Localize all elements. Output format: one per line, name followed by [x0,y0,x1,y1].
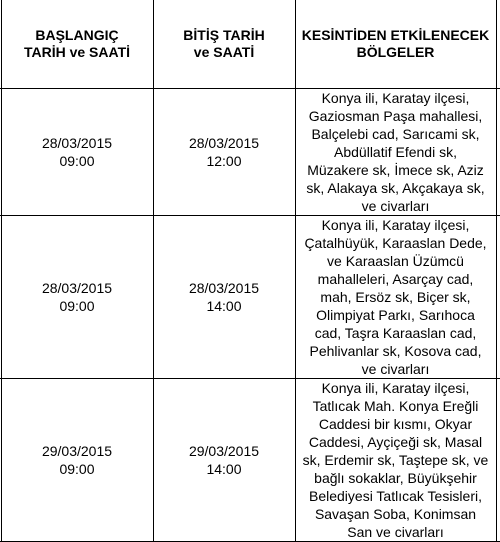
region-line: Caddesi, Ayçiçeği sk, Masal [308,433,483,450]
table-row [0,88,500,215]
region-line: Balçelebi cad, Sarıcami sk, [311,125,480,142]
region-line: Müzakere sk, İmece sk, Aziz [307,161,484,178]
row-trailing-cell [496,378,500,541]
row-trailing-cell [496,215,500,378]
affected-regions-cell [295,215,496,378]
start-time: 09:00 [59,460,95,477]
region-line: sk, Alakaya sk, Akçakaya sk, [306,179,485,196]
affected-regions-cell [295,88,496,215]
end-datetime-cell [153,88,295,215]
start-date: 29/03/2015 [41,442,113,459]
region-line: Belediyesi Tatlıcak Tesisleri, [308,487,482,504]
end-time: 12:00 [206,152,242,169]
header-row [0,0,500,88]
region-line: Savaşan Soba, Konimsan [314,505,477,522]
end-time: 14:00 [206,297,242,314]
header-end-line2: ve SAATİ [193,43,255,60]
affected-regions-cell [295,378,496,541]
start-date: 28/03/2015 [41,279,113,296]
header-trailing-cell [496,0,500,88]
region-line: cad, Taşra Karaaslan cad, [314,324,477,341]
region-line: mahalleleri, Asarçay cad, [317,270,474,287]
header-region-line2: BÖLGELER [356,43,435,60]
start-datetime-cell [1,88,153,215]
header-end-datetime [153,0,295,88]
header-start-line2: TARİH ve SAATİ [23,43,131,60]
region-line: Pehlivanlar sk, Kosova cad, [309,342,482,359]
region-line: Abdüllatif Efendi sk, [334,143,457,160]
region-line: Çatalhüyük, Karaaslan Dede, [304,234,487,251]
start-datetime-cell [1,215,153,378]
end-datetime-cell [153,378,295,541]
region-line: Caddesi bir kısmı, Okyar [318,415,473,432]
table-row [0,215,500,378]
header-affected-regions [295,0,496,88]
region-line: sk, Erdemir sk, Taştepe sk, ve [302,451,489,468]
end-time: 14:00 [206,460,242,477]
header-start-line1: BAŞLANGIÇ [35,26,119,43]
region-line: Olimpiyat Parkı, Sarıhoca [316,306,475,323]
start-datetime-cell [1,378,153,541]
table-row [0,378,500,541]
region-line: ve civarları [361,360,430,377]
end-datetime-cell [153,215,295,378]
region-line: Konya ili, Karatay ilçesi, [321,216,470,233]
region-line: San ve civarları [347,523,444,540]
start-time: 09:00 [59,297,95,314]
end-date: 28/03/2015 [188,279,260,296]
header-region-line1: KESİNTİDEN ETKİLENECEK [301,26,490,43]
header-start-datetime [1,0,153,88]
start-time: 09:00 [59,152,95,169]
region-line: Konya ili, Karatay ilçesi, [321,379,470,396]
region-line: bağlı sokaklar, Büyükşehir [314,469,477,486]
end-date: 29/03/2015 [188,442,260,459]
row-trailing-cell [496,88,500,215]
region-line: Konya ili, Karatay ilçesi, [321,89,470,106]
end-date: 28/03/2015 [188,134,260,151]
region-line: Gaziosman Paşa mahallesi, [308,107,483,124]
region-line: ve Karaaslan Üzümcü [327,252,464,269]
header-end-line1: BİTİŞ TARİH [183,26,265,43]
start-date: 28/03/2015 [41,134,113,151]
region-line: ve civarları [361,197,430,214]
region-line: Tatlıcak Mah. Konya Ereğli [312,397,479,414]
region-line: mah, Ersöz sk, Biçer sk, [320,288,471,305]
